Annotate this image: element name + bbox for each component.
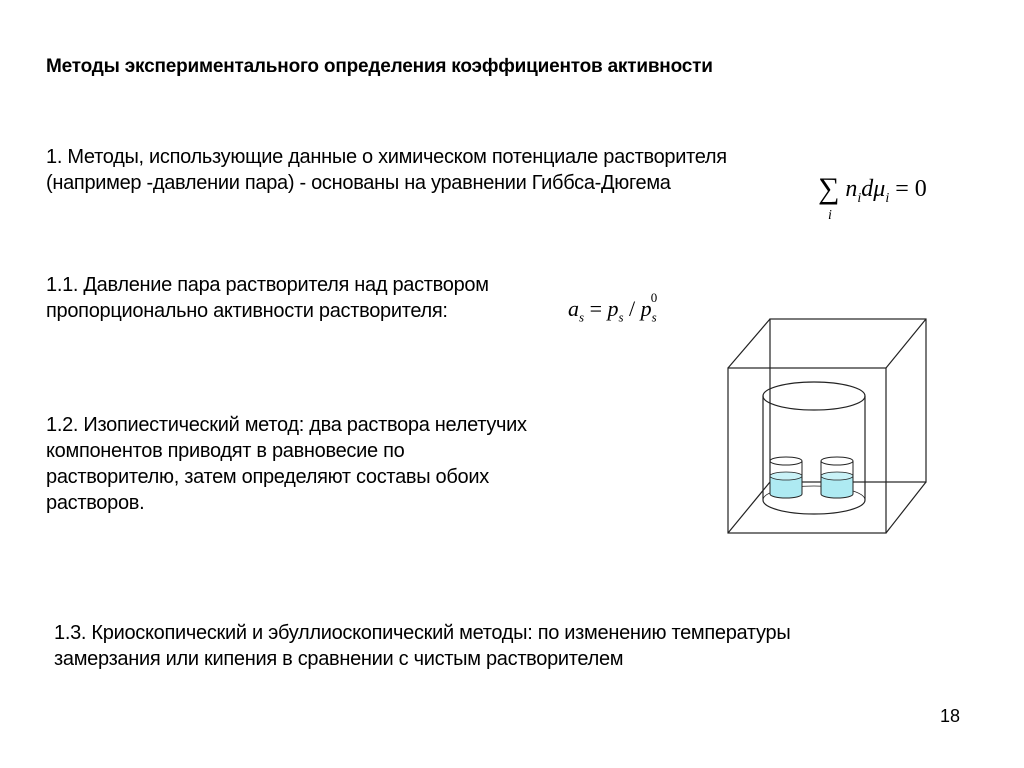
box-edge-bottom-right: [886, 482, 926, 533]
section-1-1-text: [46, 272, 489, 324]
left-cup-solution-surface: [770, 472, 802, 480]
d-symbol: d: [861, 176, 874, 202]
section-1-2-line-4: растворов.: [46, 492, 145, 514]
section-1-3-line-1: 1.3. Криоскопический и эбуллиоскопический методы: по изменению температуры: [54, 622, 791, 644]
box-edge-top-left: [728, 319, 770, 368]
a-symbol: a: [568, 296, 579, 321]
gibbs-duhem-formula: [818, 170, 927, 223]
p-symbol: p: [607, 296, 619, 321]
p0-subscript: s: [651, 309, 657, 325]
section-1-2-line-1: 1.2. Изопиестический метод: два раствора нелетучих: [46, 414, 527, 436]
right-cup-rim: [821, 457, 853, 465]
section-1-2-text: [46, 412, 527, 516]
jar-rim: [763, 382, 865, 410]
equals-zero: = 0: [889, 176, 927, 202]
right-cup-bottom: [821, 494, 853, 498]
sum-symbol: ∑: [818, 172, 840, 205]
p0-superscript: 0: [650, 290, 658, 305]
section-1-1-line-2: пропорционально активности растворителя:: [46, 300, 448, 322]
slide-title: Методы экспериментального определения коэффициентов активности: [46, 56, 713, 77]
section-1-1-line-1: 1.1. Давление пара растворителя над раствором: [46, 274, 489, 296]
mu-symbol: μ: [873, 176, 886, 202]
sum-index: i: [828, 208, 832, 223]
right-cup-solution-surface: [821, 472, 853, 480]
section-1-text: [46, 144, 727, 196]
left-cup-rim: [770, 457, 802, 465]
p-subscript: s: [618, 309, 624, 325]
jar-bottom: [763, 500, 865, 514]
isopiestic-apparatus-diagram: [720, 316, 940, 538]
n-subscript: i: [857, 190, 862, 206]
section-1-2-line-3: растворителю, затем определяют составы обоих: [46, 466, 489, 488]
section-1-2-line-2: компонентов приводят в равновесие по: [46, 440, 405, 462]
page-number: 18: [940, 706, 961, 726]
box-front-face: [728, 368, 886, 533]
equals-sign: =: [584, 296, 608, 321]
box-edge-bottom-left: [728, 482, 770, 533]
section-1-3-text: [54, 620, 790, 672]
n-symbol: n: [845, 176, 858, 202]
section-1-line-1: 1. Методы, использующие данные о химическом потенциале растворителя: [46, 146, 727, 168]
section-1-3-line-2: замерзания или кипения в сравнении с чистым растворителем: [54, 648, 624, 670]
p0-symbol: p: [640, 296, 652, 321]
division-slash: /: [623, 296, 641, 321]
left-cup-bottom: [770, 494, 802, 498]
section-1-line-2: (например -давлении пара) - основаны на уравнении Гиббса-Дюгема: [46, 172, 671, 194]
box-edge-top-right: [886, 319, 926, 368]
mu-subscript: i: [885, 190, 890, 206]
activity-formula: [568, 290, 658, 325]
a-subscript: s: [579, 309, 585, 325]
